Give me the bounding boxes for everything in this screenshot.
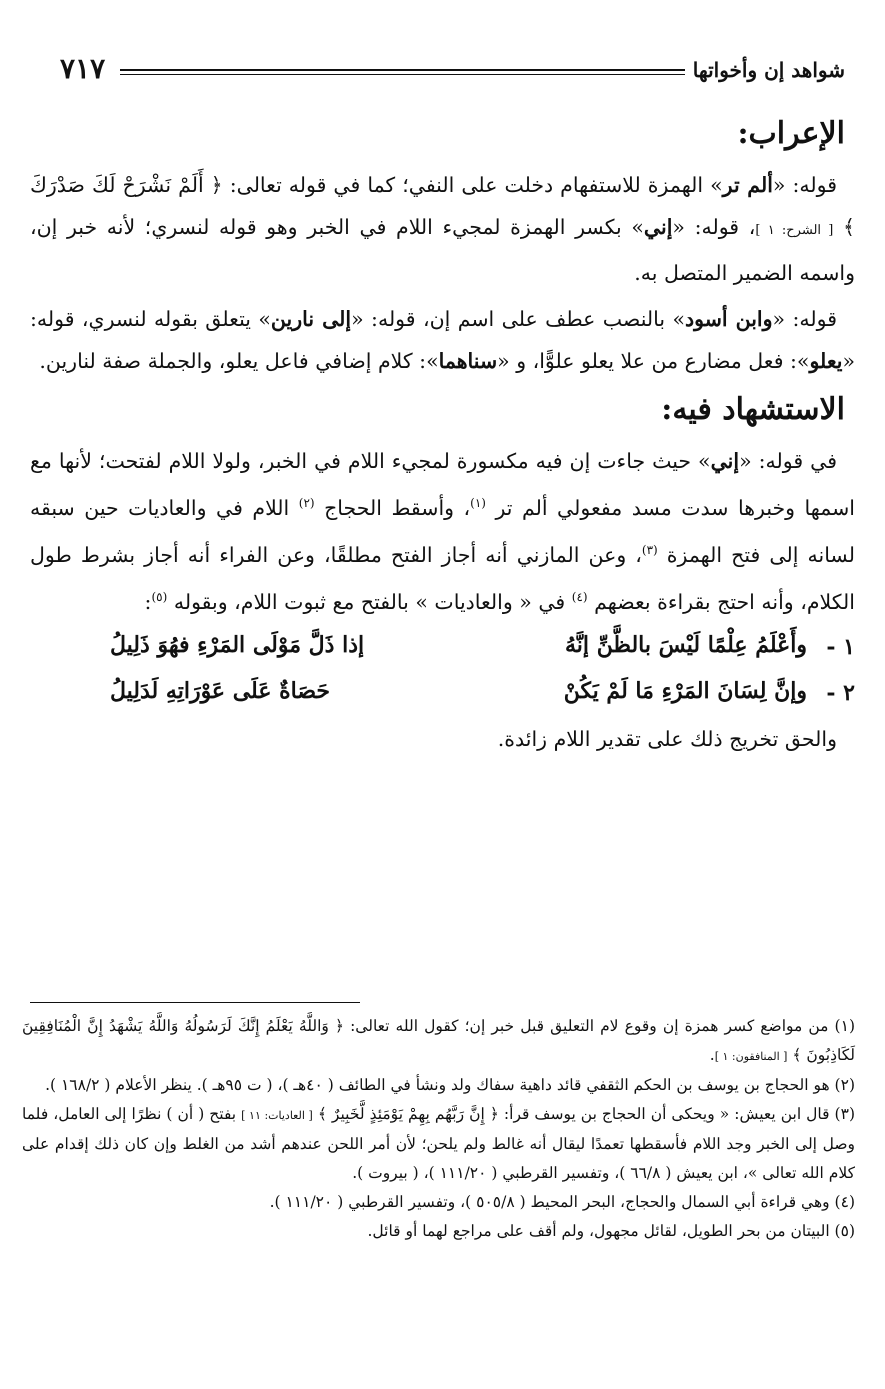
verse-line-2 — [30, 672, 855, 718]
verse-second-hemistich: إذا ذَلَّ مَوْلَى المَرْءِ فهُوَ ذَلِيلُ — [110, 632, 365, 659]
verse-first-hemistich: وإنَّ لِسَانَ المَرْءِ مَا لَمْ يَكُنْ — [563, 678, 807, 705]
verse-second-hemistich: حَصَاةٌ عَلَى عَوْرَاتِهِ لَدَلِيلُ — [110, 678, 331, 705]
footnote-2: (٢) هو الحجاج بن يوسف بن الحكم الثقفي قائد داهية سفاك ولد ونشأ في الطائف ( ٤٠هـ )، ( ت ٩٥هـ ). ينظر الأعلام ( ١٦٨/٢ ). — [45, 1076, 855, 1094]
header-title: شواهد إن وأخواتها — [692, 58, 845, 82]
footnote-4: (٤) وهي قراءة أبي السمال والحجاج، البحر المحيط ( ٥٠٥/٨ )، وتفسير القرطبي ( ١١١/٢٠ ). — [269, 1193, 855, 1211]
footnotes — [22, 1012, 855, 1246]
verse-line-1 — [30, 626, 855, 672]
footnote-3: (٣) قال ابن يعيش: « ويحكى أن الحجاج بن يوسف قرأ: ﴿ إِنَّ رَبَّهُم بِهِمْ يَوْمَئِذٍ لَّخَبِيرٌ ﴾ [ العاديات: ١١ ] بفتح ( أن ) نظرًا إلى العامل، فلما وصل إلى الخبر وجد اللام فأسقطها تعمدًا ليقال أنه غالط ولم يلحن؛ لأن أمر اللحن عندهم أشد من الغلط وإن كان ذلك إقدام على كلام الله تعالى »، ابن يعيش ( ٦٦/٨ )، وتفسير القرطبي ( ١١١/٢٠ )، ( بيروت ). — [22, 1105, 855, 1182]
istishhad-heading: الاستشهاد فيه: — [661, 392, 845, 427]
verse-first-hemistich: وأَعْلَمُ عِلْمًا لَيْسَ بالظَّنِّ إنَّهُ — [565, 632, 807, 659]
closing-sentence: والحق تخريج ذلك على تقدير اللام زائدة. — [497, 727, 837, 752]
istishhad-paragraph: في قوله: «إني» حيث جاءت إن فيه مكسورة لمجيء اللام في الخبر، ولولا اللام لفتحت؛ لأنها مع اسمها وخبرها سدت مسد مفعولي ألم تر $^{(١)}$، وأسقط الحجاج $^{(٢)}$ اللام في والعاديات حين سبقه لسانه إلى فتح الهمزة $^{(٣)}$، وعن المازني أنه أجاز الفتح مطلقًا، وعن الفراء أنه أجاز بشرط طول الكلام، وأنه احتج بقراءة بعضهم $^{(٤)}$ في « والعاديات » بالفتح مع ثبوت اللام، وبقوله $^{(٥)}$: — [30, 449, 855, 614]
main-text — [30, 110, 855, 764]
irab-heading: الإعراب: — [737, 116, 845, 151]
footnote-separator — [30, 1002, 360, 1003]
footnote-ref-4[interactable]: (٤) — [571, 589, 588, 604]
quran-citation: [ الشرح: ١ ] — [755, 223, 834, 238]
footnote-ref-1[interactable]: (١) — [470, 496, 486, 510]
verse-number: ١ - — [826, 634, 855, 661]
footnote-5: (٥) البيتان من بحر الطويل، لقائل مجهول، ولم أقف على مراجع لهما أو قائل. — [367, 1222, 855, 1240]
footnote-1: (١) من مواضع كسر همزة إن وقوع لام التعليق قبل خبر إن؛ كقول الله تعالى: ﴿ وَاللَّهُ يَعْلَمُ إِنَّكَ لَرَسُولُهُ وَاللَّهُ يَشْهَدُ إِنَّ الْمُنَافِقِينَ لَكَاذِبُونَ ﴾ [ المنافقون: ١ ]. — [22, 1017, 855, 1064]
page-number: ٧١٧ — [60, 52, 106, 85]
footnote-ref-3[interactable]: (٣) — [641, 542, 658, 557]
irab-paragraph-2: قوله: «وابن أسود» بالنصب عطف على اسم إن، قوله: «إلى نارين» يتعلق بقوله لنسري، قوله: «يعلو»: فعل مضارع من علا يعلو علوًّا، و «سناهما»: كلام إضافي فاعل يعلو، والجملة صفة لنارين. — [30, 307, 855, 373]
irab-paragraph-1: قوله: «ألم تر» الهمزة للاستفهام دخلت على النفي؛ كما في قوله تعالى: ﴿ أَلَمْ نَشْرَحْ لَكَ صَدْرَكَ ﴾ [ الشرح: ١ ]، قوله: «إني» بكسر الهمزة لمجيء اللام في الخبر وهو قوله لنسري؛ لأنه خبر إن، واسمه الضمير المتصل به. — [30, 173, 855, 285]
running-header — [60, 52, 855, 96]
footnote-ref-5[interactable]: (٥) — [151, 589, 168, 604]
verse-number: ٢ - — [826, 680, 855, 707]
footnote-ref-2[interactable]: (٢) — [298, 496, 315, 510]
header-rule — [120, 69, 685, 75]
